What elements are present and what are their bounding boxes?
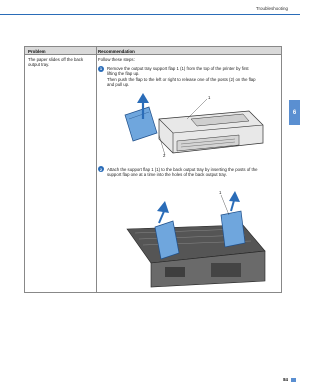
recommendation-intro: Follow these steps: [98,57,135,62]
step-2-line-2: support flap one at a time into the holes of the back output tray. [107,172,227,178]
column-divider [96,47,97,292]
chapter-tab: 6 [289,100,300,125]
footer-bar [291,378,296,382]
callout-2: 2 [163,153,166,158]
step-2-text [107,167,282,178]
step-1-line-2: lifting the flap up. [107,71,140,77]
back-tray-flap-attach-illustration [121,189,271,289]
table-header-row [25,47,281,55]
step-number-2: 2 [99,166,103,172]
col-header-problem: Problem [28,48,46,54]
printer-flap-removal-illustration [121,89,266,161]
step-1-line-1: Remove the output tray support flap 1 (1) from the top of the printer by first [107,65,249,71]
col-header-recommendation: Recommendation [98,48,135,54]
callout-1-top: 1 [208,95,211,100]
step-2-line-1: Attach the support flap 1 (1) to the back output tray by inserting the posts of the [107,166,258,172]
page-header-title: Troubleshooting [255,6,288,11]
step-number-1: 1 [99,66,103,71]
step-1-text [107,66,282,88]
header-rule [0,14,300,15]
troubleshooting-table [24,46,282,293]
problem-cell: The paper slides off the back output tray. [28,57,84,68]
step-1-line-3: Then push the flap to the left or right to release one of the posts (2) on the flap [107,76,256,82]
callout-1-bottom: 1 [219,190,222,195]
step-1-line-4: and pull up. [107,82,130,88]
page-number: 84 [283,377,288,382]
